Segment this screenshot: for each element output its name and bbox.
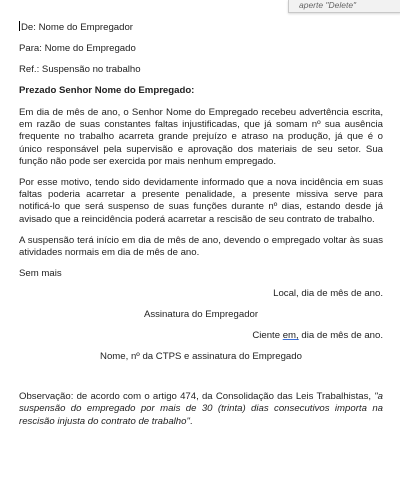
note-suffix: . (189, 415, 193, 427)
paragraph-2: Por esse motivo, tendo sido devidamente informado que a nova incidência em suas faltas poderia acarretar a presente penalidade, a presente missiva serve para notificá-lo que será suspenso de suas funções durante nº dias, estando desde já avisado que a reincidência poderá acarretar a rescisão de seu contrato de trabalho. (19, 177, 383, 225)
paragraph-1: Em dia de mês de ano, o Senhor Nome do Empregado recebeu advertência escrita, em razão de suas constantes faltas injustificadas, que já somam nº sua ausência frequente no trabalho acarreta grande prejuízo e atraso na produção, já que é o único responsável pela supervisão e aprovação dos materiais de seu setor. Sua função não pode ser exercida por mais nenhum empregado. (19, 107, 383, 167)
employer-signature: Assinatura do Empregador (143, 309, 259, 321)
from-text: De: Nome do Empregador (21, 22, 133, 33)
aware-em: em, (282, 330, 299, 342)
closing: Sem mais (19, 268, 62, 280)
paragraph-3: A suspensão terá início em dia de mês de ano, devendo o empregado voltar às suas atividades normais em dia de mês de ano. (19, 234, 383, 259)
aware-line (19, 330, 383, 342)
ref-line: Ref.: Suspensão no trabalho (19, 64, 141, 75)
aware-prefix: Ciente (252, 330, 283, 342)
delete-hint-text: aperte "Delete" (299, 0, 357, 10)
letter-document[interactable] (19, 21, 383, 428)
text-cursor (19, 21, 20, 31)
to-line: Para: Nome do Empregado (19, 43, 136, 54)
note-quote: "a suspensão do empregado por mais de 30 (trinta) dias consecutivos importa na rescisão injusta do contrato de trabalho" (19, 391, 383, 427)
note-prefix: Observação: de acordo com o artigo 474, da Consolidação das Leis Trabalhistas, (19, 391, 375, 403)
employee-signature: Nome, nº da CTPS e assinatura do Empregado (100, 351, 302, 363)
delete-hint-box (288, 0, 400, 13)
observation-note (19, 391, 383, 428)
aware-suffix: dia de mês de ano. (298, 330, 383, 342)
place-date: Local, dia de mês de ano. (273, 288, 383, 300)
from-line (19, 21, 383, 34)
greeting: Prezado Senhor Nome do Empregado: (19, 85, 195, 96)
